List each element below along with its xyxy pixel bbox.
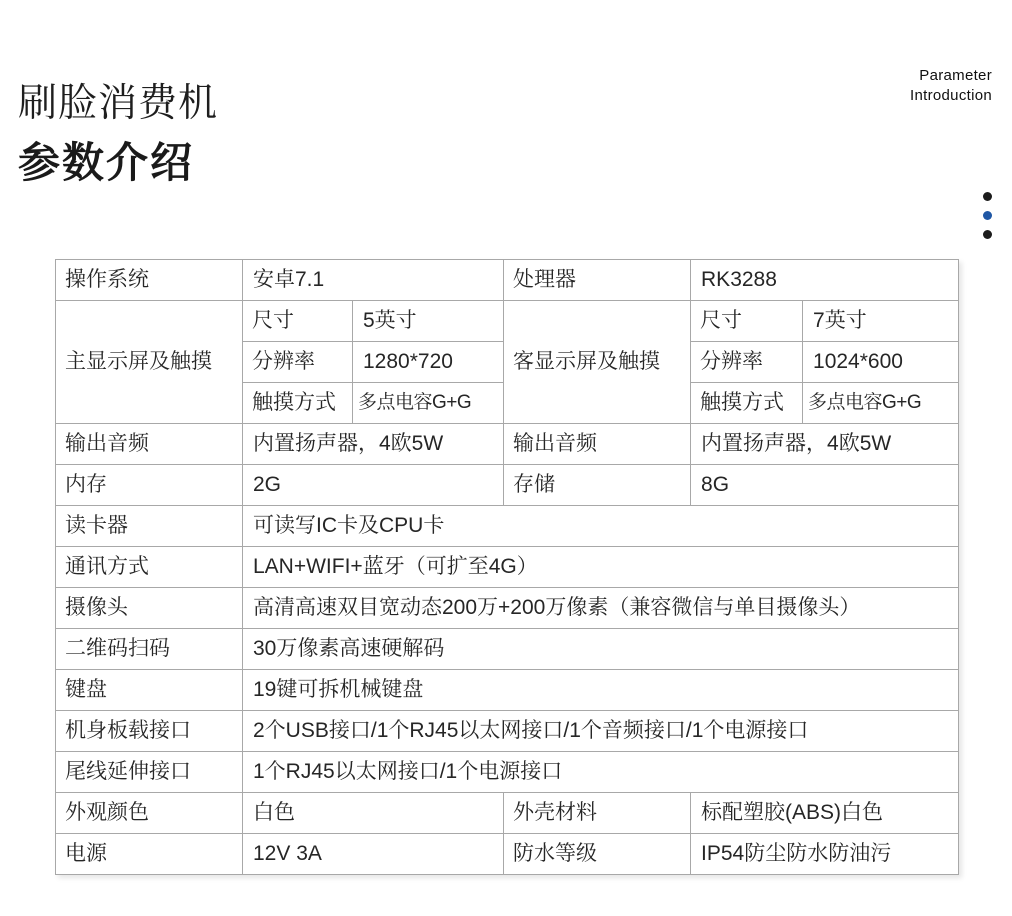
spec-label-ram: 内存	[56, 465, 243, 506]
spec-label-cpu: 处理器	[504, 260, 691, 301]
spec-label-storage: 存储	[504, 465, 691, 506]
spec-label-communication: 通讯方式	[56, 547, 243, 588]
table-row	[56, 547, 959, 588]
dot-icon	[983, 211, 992, 220]
table-row	[56, 670, 959, 711]
cust-display-res-value: 1024*600	[803, 342, 959, 383]
cust-display-res-label: 分辨率	[691, 342, 803, 383]
table-row	[56, 424, 959, 465]
table-row	[56, 260, 959, 301]
table-row	[56, 834, 959, 875]
table-row	[56, 793, 959, 834]
spec-value-storage: 8G	[691, 465, 959, 506]
spec-label-onboard-ports: 机身板载接口	[56, 711, 243, 752]
spec-label-cust-display: 客显示屏及触摸	[504, 301, 691, 424]
spec-value-color: 白色	[243, 793, 504, 834]
spec-label-audio-cust: 输出音频	[504, 424, 691, 465]
table-row	[56, 506, 959, 547]
corner-english-title	[910, 66, 992, 106]
product-title: 刷脸消费机	[18, 82, 219, 125]
decorative-dots	[983, 192, 992, 249]
spec-label-qr-scanner: 二维码扫码	[56, 629, 243, 670]
main-display-size-label: 尺寸	[243, 301, 353, 342]
table-row	[56, 588, 959, 629]
spec-label-card-reader: 读卡器	[56, 506, 243, 547]
spec-value-camera: 高清高速双目宽动态200万+200万像素（兼容微信与单目摄像头）	[243, 588, 959, 629]
section-title: 参数介绍	[18, 139, 195, 186]
corner-line-2: Introduction	[910, 87, 992, 104]
spec-label-shell-material: 外壳材料	[504, 793, 691, 834]
main-display-touch-value: 多点电容G+G	[353, 383, 504, 424]
spec-label-main-display: 主显示屏及触摸	[56, 301, 243, 424]
spec-value-waterproof: IP54防尘防水防油污	[691, 834, 959, 875]
spec-table	[55, 259, 959, 875]
main-display-res-label: 分辨率	[243, 342, 353, 383]
table-row	[56, 711, 959, 752]
spec-label-cable-ports: 尾线延伸接口	[56, 752, 243, 793]
corner-line-1: Parameter	[919, 67, 992, 84]
spec-value-qr-scanner: 30万像素高速硬解码	[243, 629, 959, 670]
spec-label-os: 操作系统	[56, 260, 243, 301]
spec-value-communication: LAN+WIFI+蓝牙（可扩至4G）	[243, 547, 959, 588]
spec-value-power: 12V 3A	[243, 834, 504, 875]
main-display-size-value: 5英寸	[353, 301, 504, 342]
spec-value-audio-cust: 内置扬声器，4欧5W	[691, 424, 959, 465]
table-row	[56, 301, 959, 342]
main-display-res-value: 1280*720	[353, 342, 504, 383]
main-display-touch-label: 触摸方式	[243, 383, 353, 424]
cust-display-touch-label: 触摸方式	[691, 383, 803, 424]
cust-display-touch-value: 多点电容G+G	[803, 383, 959, 424]
spec-value-keyboard: 19键可拆机械键盘	[243, 670, 959, 711]
cust-display-size-value: 7英寸	[803, 301, 959, 342]
spec-value-audio-main: 内置扬声器，4欧5W	[243, 424, 504, 465]
dot-icon	[983, 230, 992, 239]
spec-label-color: 外观颜色	[56, 793, 243, 834]
page-title-block	[18, 82, 218, 186]
spec-value-card-reader: 可读写IC卡及CPU卡	[243, 506, 959, 547]
table-row	[56, 465, 959, 506]
spec-value-cpu: RK3288	[691, 260, 959, 301]
table-row	[56, 752, 959, 793]
cust-display-size-label: 尺寸	[691, 301, 803, 342]
spec-value-shell-material: 标配塑胶(ABS)白色	[691, 793, 959, 834]
spec-value-onboard-ports: 2个USB接口/1个RJ45以太网接口/1个音频接口/1个电源接口	[243, 711, 959, 752]
table-row	[56, 629, 959, 670]
spec-label-waterproof: 防水等级	[504, 834, 691, 875]
spec-value-os: 安卓7.1	[243, 260, 504, 301]
spec-value-cable-ports: 1个RJ45以太网接口/1个电源接口	[243, 752, 959, 793]
spec-label-camera: 摄像头	[56, 588, 243, 629]
dot-icon	[983, 192, 992, 201]
spec-label-keyboard: 键盘	[56, 670, 243, 711]
spec-value-ram: 2G	[243, 465, 504, 506]
spec-label-audio-main: 输出音频	[56, 424, 243, 465]
spec-label-power: 电源	[56, 834, 243, 875]
